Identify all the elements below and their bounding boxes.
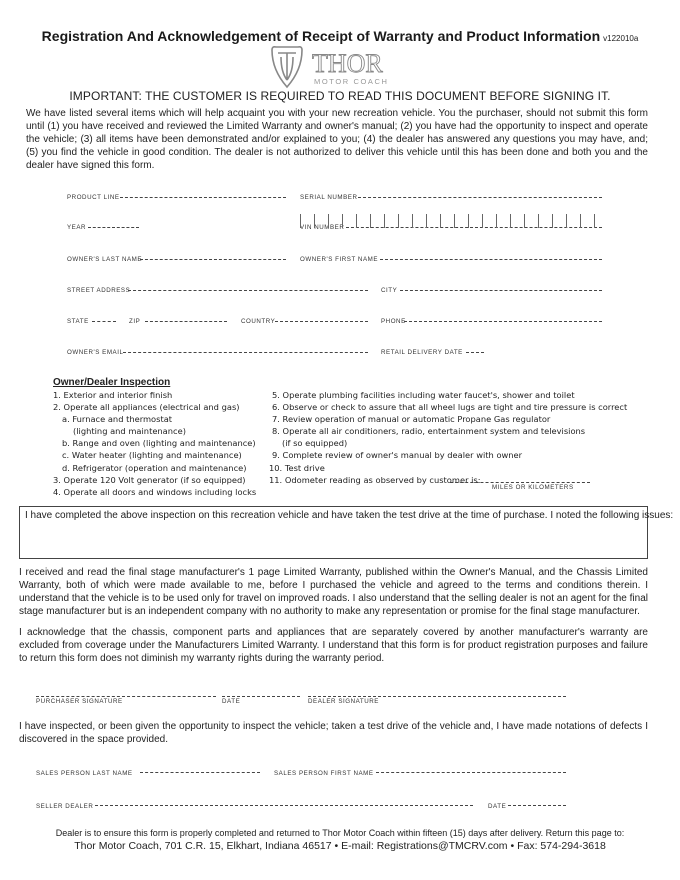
city-label: CITY (381, 287, 398, 294)
zip-label: ZIP (129, 318, 141, 325)
intro-paragraph: We have listed several items which will help acquaint you with your new recreation vehicle. You the purchaser, should not submit this form until (1) you have received and reviewed the Limited Warranty and owner's manual; (2) you have had the opportunity to inspect and operate the vehicle; (3) all items have been demonstrated and/or explained to you; (4) the dealer has answered any questions you may have, and; (5) you find the vehicle in good condition. The dealer is not authorized to deliver this vehicle until this has been done and both you and the dealer have signed this form. (26, 108, 648, 171)
inspection-statement: I have inspected, or been given the opportunity to inspect the vehicle; taken a test drive of the vehicle and, I have made notations of defects I discovered in the space provided. (19, 721, 648, 745)
odometer-unit-label: MILES OR KILOMETERS (492, 484, 574, 491)
inspection-item: b. Range and oven (lighting and maintenance) (62, 438, 256, 449)
date-label-1: DATE (222, 698, 241, 705)
serial-number-field[interactable] (358, 197, 602, 198)
date-field-2[interactable] (508, 805, 566, 806)
city-field[interactable] (400, 290, 602, 291)
zip-field[interactable] (145, 321, 227, 322)
inspection-item: 3. Operate 120 Volt generator (if so equipped) (53, 474, 246, 485)
vin-digit-box (566, 214, 567, 228)
vin-digit-box (468, 214, 469, 228)
vin-digit-box (496, 214, 497, 228)
issues-prompt: I have completed the above inspection on this recreation vehicle and have taken the test drive at the time of purchase. I noted the following issues: (25, 510, 674, 521)
inspection-item: 5. Operate plumbing facilities including water faucet's, shower and toilet (272, 390, 575, 400)
inspection-item: 6. Observe or check to assure that all wheel lugs are tight and tire pressure is correct (272, 402, 628, 413)
inspection-item: (if so equipped) (282, 438, 348, 449)
owner-first-name-label: OWNER'S FIRST NAME (300, 256, 379, 263)
year-label: YEAR (67, 224, 87, 231)
state-label: STATE (67, 318, 89, 325)
vin-digit-box (482, 214, 483, 228)
seller-dealer-label: SELLER DEALER (36, 803, 94, 810)
inspection-item: 10. Test drive (269, 462, 325, 473)
vin-digit-box (342, 214, 343, 228)
vin-digit-box (384, 214, 385, 228)
date-label-2: DATE (488, 803, 507, 810)
sales-last-name-label: SALES PERSON LAST NAME (36, 770, 133, 777)
inspection-list-left (53, 389, 256, 498)
inspection-item: (lighting and maintenance) (73, 426, 186, 437)
thor-logo (266, 44, 416, 90)
vin-digit-box (594, 214, 595, 228)
vin-digit-box (454, 214, 455, 228)
seller-dealer-field[interactable] (95, 805, 473, 806)
vin-digit-box (314, 214, 315, 228)
inspection-item: 4. Operate all doors and windows including locks (53, 486, 257, 497)
odometer-field[interactable] (450, 482, 590, 483)
vin-digit-box (426, 214, 427, 228)
vin-digit-box (370, 214, 371, 228)
vin-digit-box (328, 214, 329, 228)
version-label: v122010a (603, 34, 639, 43)
inspection-item: 7. Review operation of manual or automatic Propane Gas regulator (272, 414, 551, 425)
phone-label: PHONE (381, 318, 406, 325)
vin-digit-box (580, 214, 581, 228)
warranty-paragraph: I received and read the final stage manufacturer's 1 page Limited Warranty, published within the Owner's Manual, and the Chassis Limited Warranty, both of which were made available to me, before I purchased the vehicle and agreed to the terms and conditions therein. I understand that the vehicle is to be used only for travel on improved roads. I also understand that the selling dealer is not an agent for the final stage manufacturer but is an independent company with no authority to make any representation or promise for the final stage manufacturer. (19, 567, 648, 617)
footer-instructions: Dealer is to ensure this form is properly completed and returned to Thor Motor Coach within fifteen (15) days after delivery. Return this page to: (55, 828, 625, 838)
inspection-item: d. Refrigerator (operation and maintenance) (62, 462, 247, 473)
inspection-item: 1. Exterior and interior finish (53, 390, 173, 400)
inspection-item: c. Water heater (lighting and maintenance) (62, 450, 242, 461)
form-title: Registration And Acknowledgement of Receipt of Warranty and Product Information v122010a (41, 28, 639, 44)
owner-email-field[interactable] (123, 352, 368, 353)
product-line-field[interactable] (120, 197, 286, 198)
vin-digit-box (398, 214, 399, 228)
street-address-label: STREET ADDRESS (67, 287, 131, 294)
country-field[interactable] (275, 321, 368, 322)
inspection-item: 11. Odometer reading as observed by customer is: (269, 474, 481, 485)
state-field[interactable] (92, 321, 116, 322)
logo-text: THOR (312, 49, 383, 78)
logo-subtext: MOTOR COACH (314, 77, 389, 86)
sales-last-name-field[interactable] (140, 772, 260, 773)
year-field[interactable] (88, 227, 139, 228)
product-line-label: PRODUCT LINE (67, 194, 120, 201)
vin-digit-box (440, 214, 441, 228)
vin-digit-box (552, 214, 553, 228)
vin-number-label: VIN NUMBER (300, 224, 345, 231)
owner-last-name-field[interactable] (140, 259, 286, 260)
dealer-signature-label: DEALER SIGNATURE (308, 698, 379, 705)
sales-first-name-field[interactable] (376, 772, 566, 773)
owner-first-name-field[interactable] (380, 259, 602, 260)
vin-digit-box (524, 214, 525, 228)
vin-digit-box (300, 214, 301, 228)
inspection-title: Owner/Dealer Inspection (53, 377, 171, 388)
date-field-1[interactable] (222, 696, 300, 697)
country-label: COUNTRY (241, 318, 276, 325)
inspection-item: 9. Complete review of owner's manual by dealer with owner (272, 450, 523, 461)
vin-digit-box (412, 214, 413, 228)
purchaser-signature-field[interactable] (36, 696, 216, 697)
serial-number-label: SERIAL NUMBER (300, 194, 358, 201)
phone-field[interactable] (404, 321, 602, 322)
important-notice: IMPORTANT: THE CUSTOMER IS REQUIRED TO READ THIS DOCUMENT BEFORE SIGNING IT. (69, 89, 611, 103)
vin-digit-box (510, 214, 511, 228)
inspection-item: 8. Operate all air conditioners, radio, entertainment system and televisions (272, 426, 586, 437)
purchaser-signature-label: PURCHASER SIGNATURE (36, 698, 123, 705)
vin-digit-box (538, 214, 539, 228)
inspection-item: a. Furnace and thermostat (62, 414, 173, 425)
dealer-signature-field[interactable] (308, 696, 566, 697)
inspection-list-right (269, 389, 628, 486)
street-address-field[interactable] (128, 290, 368, 291)
footer-address: Thor Motor Coach, 701 C.R. 15, Elkhart, Indiana 46517 • E-mail: Registrations@TMCRV.com • Fax: 574-294-3618 (74, 840, 606, 852)
owner-email-label: OWNER'S EMAIL (67, 349, 124, 356)
retail-delivery-date-label: RETAIL DELIVERY DATE (381, 349, 463, 356)
retail-delivery-date-field[interactable] (466, 352, 484, 353)
acknowledgement-paragraph: I acknowledge that the chassis, component parts and appliances that are separately covered by another manufacturer's warranty are excluded from coverage under the Manufacturers Limited Warranty. I understand that this form is for product registration purposes and failure to return this form does not diminish my warranty rights during the warranty period. (19, 627, 648, 664)
owner-last-name-label: OWNER'S LAST NAME (67, 256, 143, 263)
inspection-item: 2. Operate all appliances (electrical and gas) (53, 402, 240, 413)
sales-first-name-label: SALES PERSON FIRST NAME (274, 770, 374, 777)
vin-digit-box (356, 214, 357, 228)
